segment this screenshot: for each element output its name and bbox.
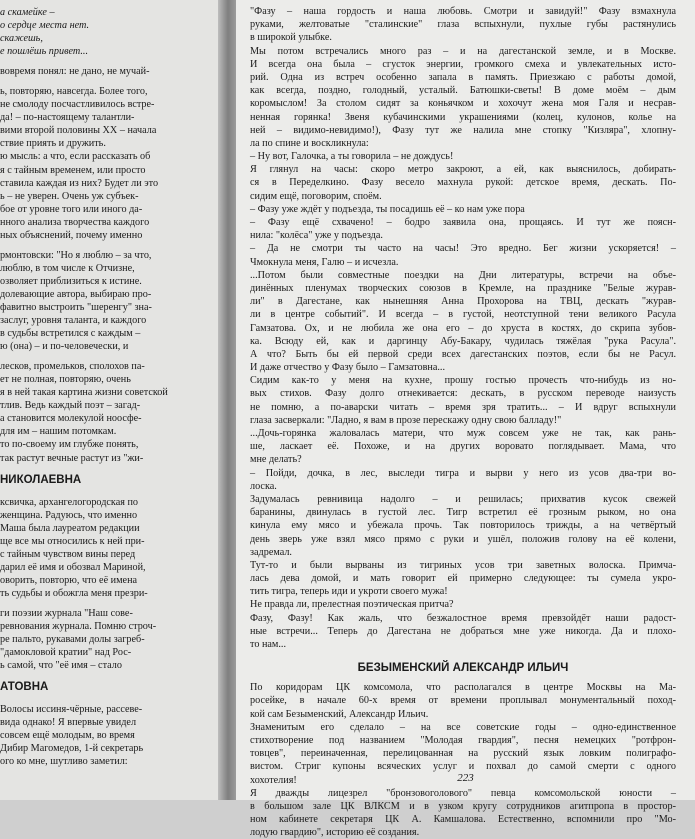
text-line: в широкой улыбке. <box>250 32 332 44</box>
text-line: ксвичка, архангелогородская по <box>0 496 139 508</box>
text-line: – Фазу ещё схвачено! – бодро заявила она, прощаясь. И тут же поясн- <box>250 217 676 228</box>
text-line: лодую гвардию", историю её создания. <box>250 827 420 839</box>
text-line: ще все мы относились к ней при- <box>0 535 145 547</box>
text-line: бое от уровне того или иного да- <box>0 203 143 215</box>
text-line: ре пальто, рукавами долы загреб- <box>0 634 145 646</box>
text-line: – Ну вот, Галочка, а ты говорила – не дождусь! <box>250 151 454 163</box>
text-line: Фазу, Фазу! Как жаль, что безжалостное время превзойдёт наши радост- <box>250 612 676 624</box>
paragraph-gap <box>0 353 214 360</box>
text-line: ь – не уверен. Очень уж субъек- <box>0 190 139 202</box>
text-line: как всегда, поздно, голодный, усталый. Батюшки-светы! В доме моём – дым <box>250 85 676 97</box>
text-line: а скамейке – <box>0 7 55 18</box>
text-line: ги поэзии журнала "Наш сове- <box>0 607 133 619</box>
text-line: ные встречи... Теперь до Дагестана не добраться мне уже никогда. Да и плохо- <box>250 625 676 637</box>
text-line: женщина. Радуюсь, что именно <box>0 509 138 521</box>
text-line: ю (она) – и по-человечески, и <box>0 341 129 353</box>
text-line: – Да не смотри ты часто на часы! Это вредно. Бег жизни ускоряется! – <box>250 243 676 255</box>
section-heading: НИКОЛАЕВНА <box>0 473 82 486</box>
text-line: лоска. <box>250 480 277 492</box>
text-line: вистом. Стриг купоны всяческих услуг и похвал до самой смерти с одного <box>250 761 676 773</box>
text-line: – Пойди, дочка, в лес, выследи тигра и вырви у него из усов два-три во- <box>250 467 676 479</box>
text-line: Я дважды лицезрел "бронзовоголового" певца комсомольской юности – <box>250 787 676 799</box>
text-line: я в ней такая картина жизни советской <box>0 387 168 399</box>
text-line: Знаменитым его сделало – на все советские годы – одно-единственное <box>250 721 676 733</box>
text-line: Дибир Магомедов, 1-й секретарь <box>0 743 144 755</box>
paragraph-gap <box>0 78 214 85</box>
text-line: "Фазу – наша гордость и наша любовь. Смотри и завидуй!" Фазу взмахнула <box>250 6 676 17</box>
text-line: лась дева домой, и мать говорит ей примерно следующее: ты сумела укро- <box>250 573 676 585</box>
text-line: И даже отчество у Фазу было – Гамзатовна... <box>250 362 446 374</box>
paragraph-gap <box>0 672 214 679</box>
text-line: не смолоду посчастливилось встре- <box>0 99 155 111</box>
text-line: тить тигра, теперь иди и укроти своего мужа! <box>250 586 448 598</box>
text-line: Волосы иссиня-чёрные, рассеве- <box>0 704 143 716</box>
text-line: ь, повторяю, навсегда. Более того, <box>0 86 148 98</box>
text-line: ю мысль: а что, если рассказать об <box>0 151 151 163</box>
text-line: стихотворение под названием "Молодая гвардия", песня немецких "ротфрон- <box>250 734 676 746</box>
paragraph-gap <box>0 600 214 607</box>
text-line: ных объяснений, почему именно <box>0 229 143 241</box>
text-line: ном кабинете секретаря ЦК А. Камшалова. Естественно, вспомнили про "Мо- <box>250 814 676 826</box>
text-line: ревнования журнала. Помню строч- <box>0 620 157 632</box>
left-page <box>0 0 222 800</box>
text-line: ть судьбы и обожгла меня презри- <box>0 587 148 599</box>
text-line: Чмокнула меня, Галю – и исчезла. <box>250 256 399 268</box>
right-page-text <box>250 5 676 839</box>
text-line: ствие приять и дружить. <box>0 138 106 150</box>
text-line: в судьбы встретился с каждым – <box>0 328 141 340</box>
text-line: Гамзатова. Ох, и не любила же она его – до хруста в костях, до скрипа зубов- <box>250 322 676 334</box>
text-line: нила: "колёса" уже у подъезда. <box>250 230 383 242</box>
text-line: росейке, в начале 60-х время от времени проплывал монументальный поход- <box>250 695 676 707</box>
text-line: оворить, повторю, что её имена <box>0 574 138 586</box>
text-line: то нам... <box>250 639 287 650</box>
section-heading: АТОВНА <box>0 681 49 694</box>
text-line: ь самой, что "её имя – стало <box>0 660 122 672</box>
text-line: Мы потом встречались много раз – и на дагестанской земле, и в Москве. <box>250 45 676 57</box>
text-line: ненная горянка! Звеня кубачинскими украшениями (колец, кулонов, колье на <box>250 111 676 123</box>
text-line: не помню, а по-аварски читать – время зря тратить... – И вдруг вспыхнули <box>250 401 676 413</box>
text-line: лесков, промельков, сполохов па- <box>0 361 145 373</box>
text-line: а становится молекулой ноосфе- <box>0 413 142 425</box>
text-line: озволяет приблизиться к истине. <box>0 275 142 287</box>
text-line: По коридорам ЦК комсомола, что располагался в центре Москвы на Ма- <box>250 682 676 694</box>
text-line: люблю, в том числе к Отчизне, <box>0 262 135 274</box>
text-line: вими второй половины XX – начала <box>0 125 157 137</box>
text-line: кинула ему мясо и убежала прочь. Так повторилось трижды, а на четвёртый <box>250 520 676 532</box>
text-line: глаза засверкали: "Ладно, я вам в прозе перескажу одну свою балладу!" <box>250 414 562 426</box>
text-line: ет не полная, повторяю, очень <box>0 374 131 386</box>
text-line: мне делать? <box>250 454 302 466</box>
section-heading: БЕЗЫМЕНСКИЙ АЛЕКСАНДР ИЛЬИЧ <box>357 662 569 675</box>
text-line: динённых пленумах творческих союзов в Кремле, на празднике "Белые журав- <box>250 282 676 294</box>
text-line: вых стихов. Фазу долго отнекивается: дескать, в русском переводе наизусть <box>250 388 676 400</box>
text-line: о сердце места нет. <box>0 20 90 32</box>
text-line: тлив. Ведь каждый поэт – загад- <box>0 400 141 412</box>
text-line: Тут-то и были вырваны из тигриных усов три заветных волоска. Примча- <box>250 559 676 571</box>
text-line: ла по спине и воскликнула: <box>250 137 369 149</box>
text-line: да! – по-настоящему талантли- <box>0 112 135 124</box>
text-line: кой сам Безыменский, Александр Ильич. <box>250 708 429 720</box>
text-line: товцев", переиначенная, перелицованная на русский язык ловким полиграфо- <box>250 748 676 760</box>
paragraph-gap <box>0 242 214 249</box>
text-line: рмонтовски: "Но я люблю – за что, <box>0 249 152 261</box>
text-line: то по-своему им глубже понять, <box>0 439 139 451</box>
text-line: коромыслом! За столом сидят за коньячком и хохочут жена моя Галя и несрав- <box>250 98 676 110</box>
text-line: долевающие автора, выбираю про- <box>0 288 152 300</box>
text-line: ли" в Дагестане, как нынешняя Анна Прохорова на ТВЦ, дескать "журав- <box>250 296 676 308</box>
text-line: я с тайным временем, или просто <box>0 164 146 176</box>
left-page-text <box>0 6 214 768</box>
paragraph-gap <box>0 696 214 703</box>
text-line: ся в Переделкино. Фазу весело махнула рукой: детское время, дескать. По- <box>250 177 676 189</box>
text-line: с тайным чувством вины перед <box>0 548 136 560</box>
text-line: совсем ещё молодым, во время <box>0 730 135 742</box>
text-line: в большом зале ЦК ВЛКСМ и в узком кругу сотрудников агитпропа в простор- <box>250 800 676 812</box>
text-line: ...Потом были совместные поездки на Дни литературы, встречи на объе- <box>250 269 676 281</box>
text-line: ли в центре событий". И всегда – в густой, неотступной тени великого Расула <box>250 309 676 321</box>
paragraph-gap <box>0 489 214 496</box>
text-line: хохотелия! <box>250 774 297 786</box>
text-line: для им – нашим потомкам. <box>0 426 117 438</box>
text-line: задремал. <box>250 546 292 558</box>
paragraph-gap <box>0 58 214 65</box>
text-line: ...Дочь-горянка жаловалась матери, что муж совсем уже не так, как рань- <box>250 428 676 439</box>
text-line: руками, желтоватые "сталинские" глаза вспыхнули, пухлые губы растянулись <box>250 19 676 31</box>
text-line: день зверь уже взял мясо прямо с руки и ушёл, положив голову на её колени, <box>250 533 676 545</box>
text-line: "дамокловой кратии" над Рос- <box>0 647 132 659</box>
paragraph-gap <box>0 465 214 472</box>
text-line: ка. Всюду ей, как и даргинцу Абу-Бакару, чудилась тяжёлая "рука Расула". <box>250 335 676 347</box>
text-line: Я глянул на часы: скоро метро закроют, а ей, как выяснилось, добирать- <box>250 164 676 176</box>
text-line: заслуг, уровня таланта, и каждого <box>0 315 147 327</box>
page-number: 223 <box>457 772 474 784</box>
text-line: ше, ласкает её. Похоже, и на других ворoвато поглядывает. Мама, что <box>250 441 676 453</box>
text-line: вида однако! Я впервые увидел <box>0 717 137 729</box>
text-line: И всегда она была – сгусток энергии, громкого смеха и увлекательных исто- <box>250 58 676 70</box>
right-page <box>236 0 695 839</box>
text-line: вовремя понял: не дано, не мучай- <box>0 66 150 78</box>
text-line: ней – видимо-невидимо!), Фазу тут же налила мне стопку "Кизляра", хлопну- <box>250 124 676 136</box>
text-line: ставила каждая из них? Будет ли это <box>0 177 159 189</box>
text-line: Маша была лауреатом редакции <box>0 522 140 534</box>
text-line: А что? Быть бы ей первой среди всех дагестанских поэтов, если бы не Расул. <box>250 348 676 360</box>
text-line: ого ко мне, шутливо заметил: <box>0 756 128 768</box>
text-line: е пошлёшь привет... <box>0 46 88 58</box>
text-line: фавитно выстроить "шеренгу" зна- <box>0 301 152 313</box>
text-line: дарил её имя и обозвал Мариной, <box>0 561 146 573</box>
text-line: Не правда ли, прелестная поэтическая притча? <box>250 599 454 611</box>
text-line: скажешь, <box>0 33 43 45</box>
text-line: Сидим как-то у меня на кухне, прошу гостью прочесть что-нибудь из но- <box>250 375 676 387</box>
text-line: рий. Одна из встреч особенно запала в память. Приезжаю с работы домой, <box>250 71 676 83</box>
text-line: нного анализа творчества каждого <box>0 216 150 228</box>
text-line: – Фазу уже ждёт у подъезда, ты посадишь её – ко нам уже пора <box>250 203 525 215</box>
text-line: так растут вечные растут из "жи- <box>0 452 144 464</box>
text-line: Задумалась ревнивица надолго – и решилась; прихватив кусок свежей <box>250 493 676 505</box>
text-line: баранины, двинулась в густой лес. Тигр встретил её грозным рыком, но она <box>250 507 676 519</box>
text-line: сидим ещё, поговорим, споём. <box>250 190 382 202</box>
